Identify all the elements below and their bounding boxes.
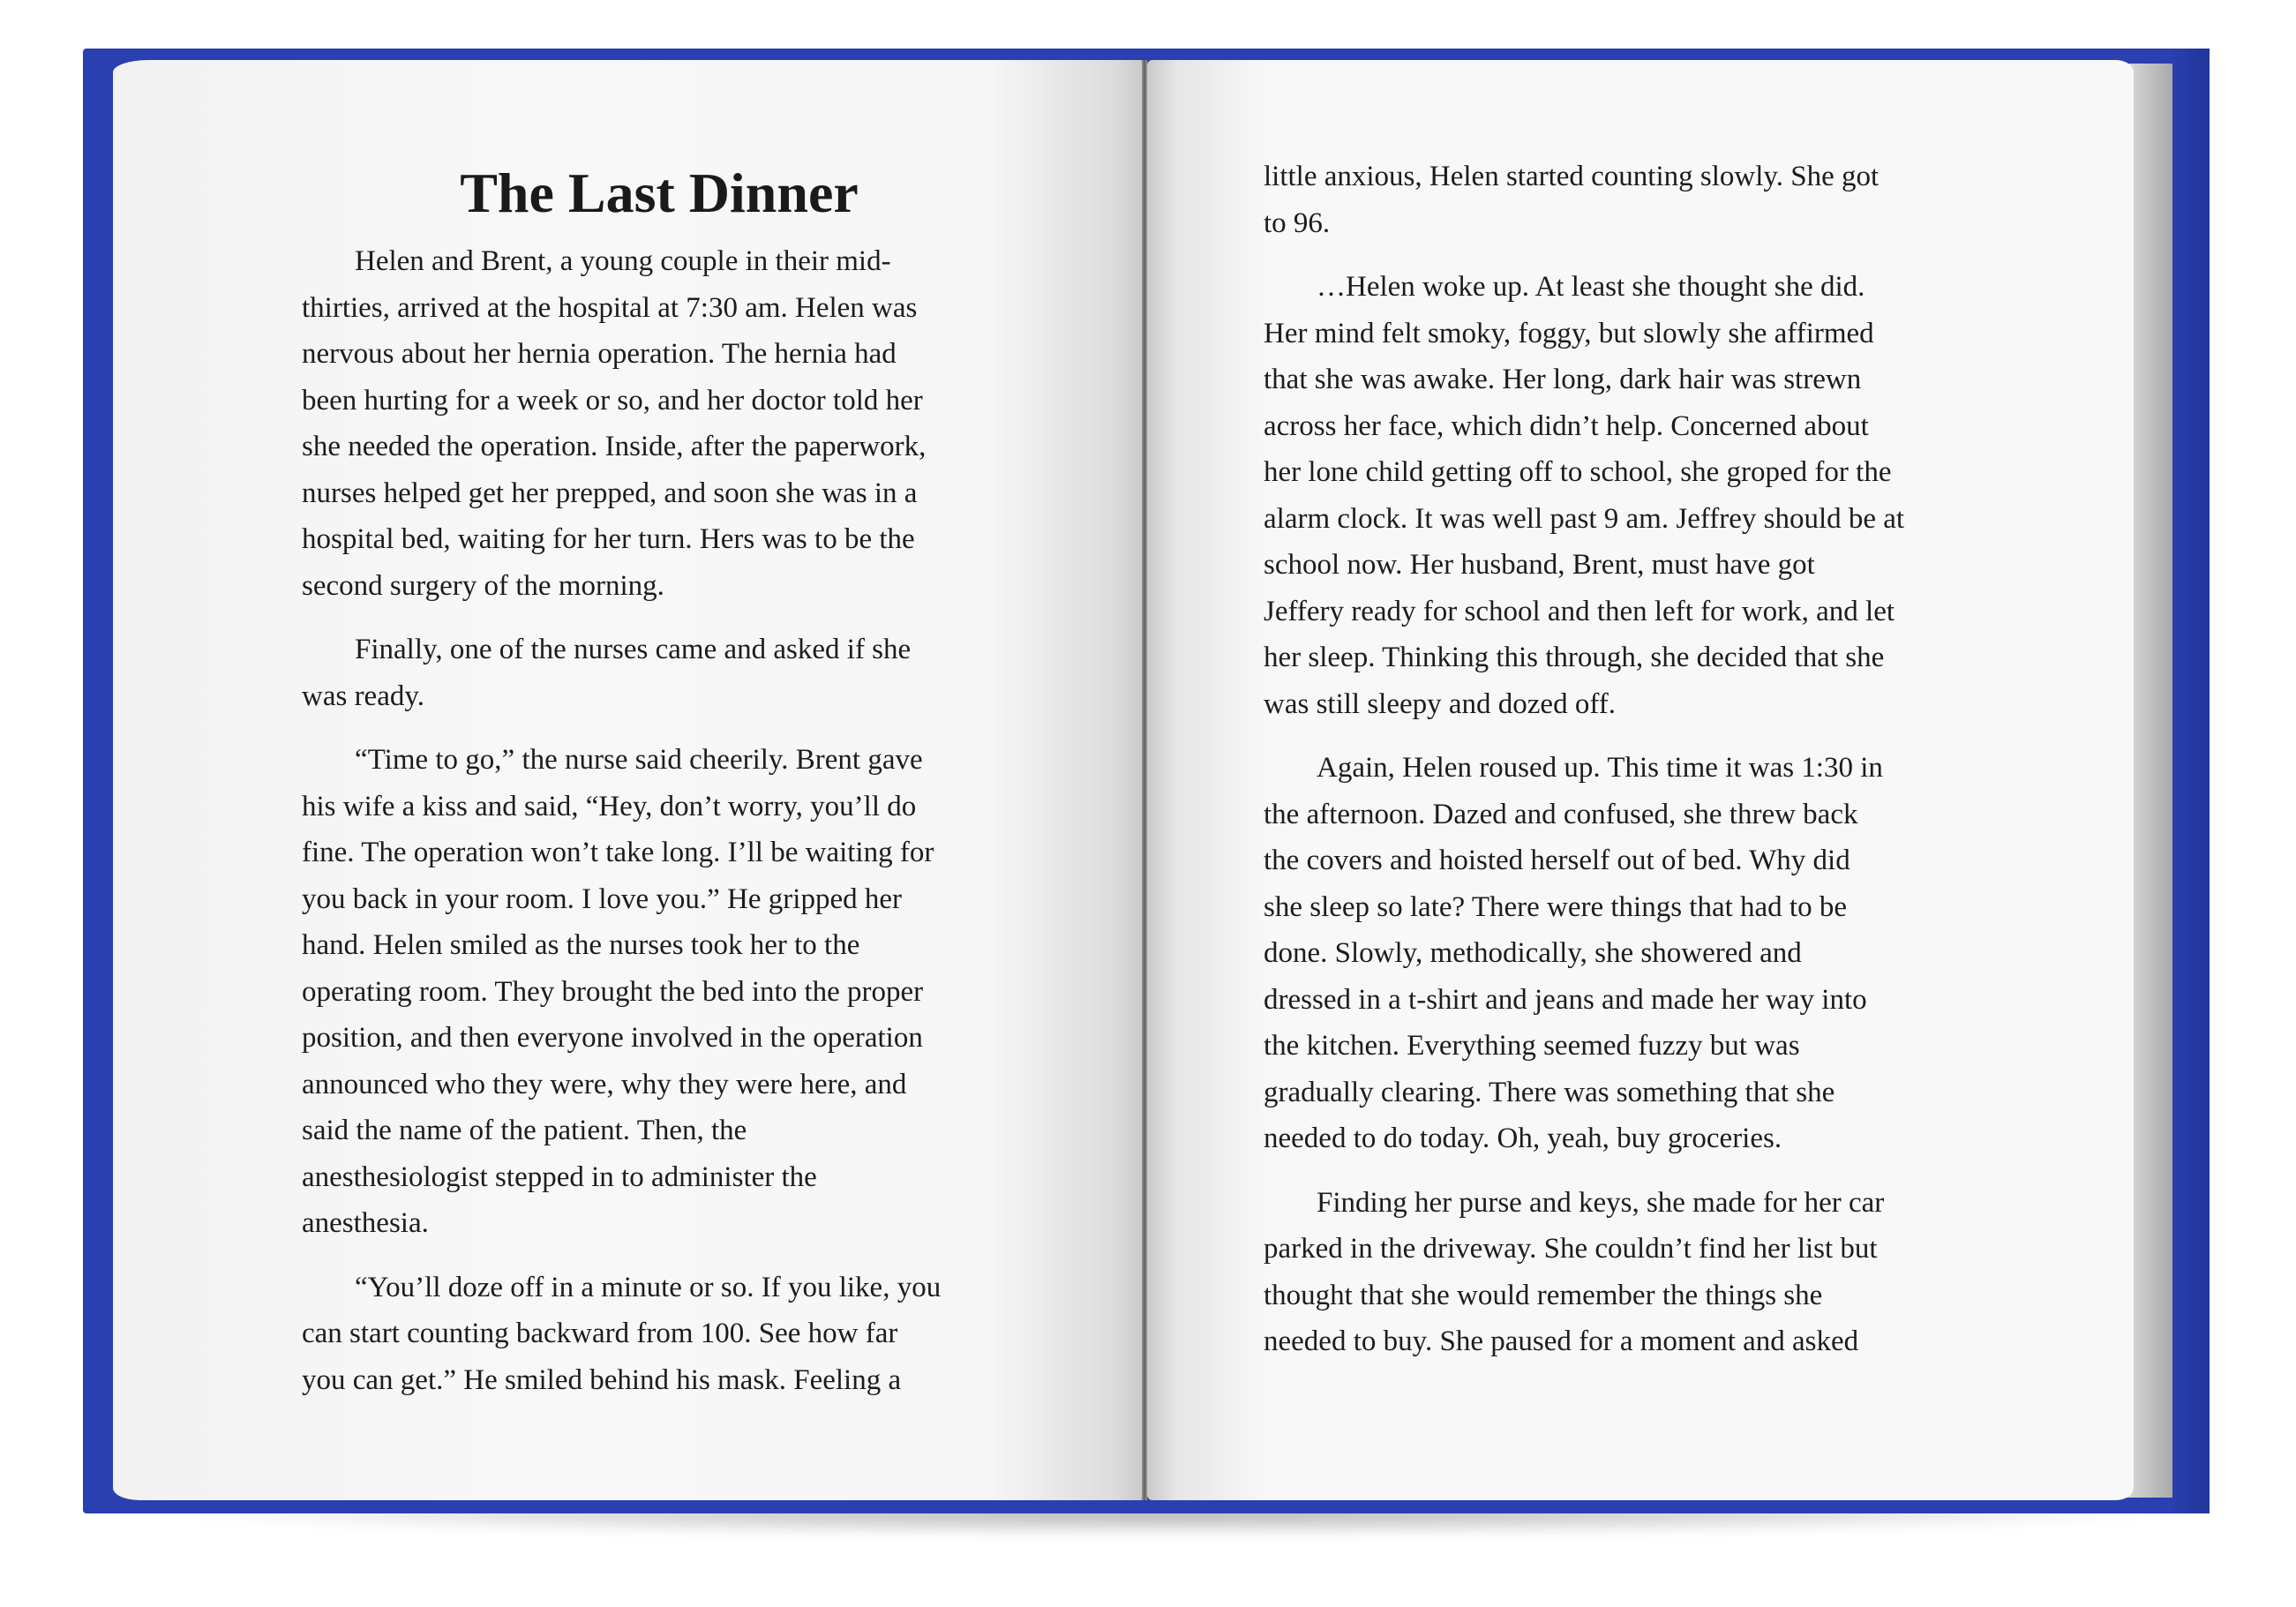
- text-line: was still sleepy and dozed off.: [1264, 687, 1616, 720]
- right-page-text: [1264, 154, 1996, 1383]
- text-line: Finally, one of the nurses came and asked if she: [355, 634, 912, 665]
- text-line: that she was awake. Her long, dark hair was strewn: [1264, 364, 1862, 395]
- book-spine: [1142, 60, 1147, 1500]
- paragraph: [302, 1265, 1025, 1404]
- text-line: parked in the driveway. She couldn’t find her list but: [1264, 1233, 1878, 1265]
- text-line: nervous about her hernia operation. The hernia had: [302, 338, 897, 370]
- chapter-title: The Last Dinner: [460, 161, 859, 224]
- text-line: “You’ll doze off in a minute or so. If you like, you: [355, 1271, 942, 1303]
- paragraph: [1264, 745, 1996, 1162]
- text-line: her sleep. Thinking this through, she decided that she: [1264, 642, 1885, 673]
- text-line: said the name of the patient. Then, the: [302, 1115, 747, 1146]
- text-line: to 96.: [1264, 207, 1331, 239]
- text-line: anesthesiologist stepped in to administer the: [302, 1160, 817, 1193]
- text-line: needed to buy. She paused for a moment and asked: [1264, 1325, 1859, 1357]
- text-line: thought that she would remember the things she: [1264, 1279, 1823, 1311]
- text-line: position, and then everyone involved in the operation: [302, 1022, 923, 1054]
- text-line: she needed the operation. Inside, after the paperwork,: [302, 431, 927, 462]
- text-line: nurses helped get her prepped, and soon she was in a: [302, 477, 918, 509]
- text-line: been hurting for a week or so, and her doctor told her: [302, 384, 923, 417]
- text-line: …Helen woke up. At least she thought she did.: [1317, 271, 1865, 303]
- text-line: the afternoon. Dazed and confused, she threw back: [1264, 798, 1858, 830]
- text-line: Helen and Brent, a young couple in their mid-: [355, 245, 891, 277]
- right-page-paragraphs: [1264, 154, 1996, 1365]
- text-line: the kitchen. Everything seemed fuzzy but was: [1264, 1030, 1800, 1062]
- text-line: you back in your room. I love you.” He gripped her: [302, 882, 902, 915]
- text-line: across her face, which didn’t help. Concerned about: [1264, 409, 1869, 442]
- paragraph: [1264, 1180, 1996, 1365]
- text-line: his wife a kiss and said, “Hey, don’t worry, you’ll do: [302, 790, 917, 822]
- text-line: “Time to go,” the nurse said cheerily. Brent gave: [355, 744, 923, 776]
- text-line: second surgery of the morning.: [302, 569, 664, 602]
- cover-edge: [2171, 49, 2210, 1513]
- text-line: you can get.” He smiled behind his mask. Feeling a: [302, 1363, 902, 1396]
- text-line: dressed in a t-shirt and jeans and made her way into: [1264, 983, 1867, 1016]
- text-line: Her mind felt smoky, foggy, but slowly she affirmed: [1264, 317, 1874, 349]
- paragraph: [302, 238, 1025, 609]
- text-line: gradually clearing. There was something that she: [1264, 1076, 1835, 1108]
- text-line: she sleep so late? There were things that had to be: [1264, 890, 1847, 923]
- text-line: Finding her purse and keys, she made for her car: [1317, 1186, 1885, 1219]
- paragraph: [302, 737, 1025, 1247]
- text-line: needed to do today. Oh, yeah, buy groceries.: [1264, 1123, 1782, 1154]
- paragraph: [302, 627, 1025, 719]
- text-line: Again, Helen roused up. This time it was 1:30 in: [1317, 752, 1883, 784]
- text-line: operating room. They brought the bed into the proper: [302, 975, 924, 1008]
- text-line: was ready.: [302, 680, 424, 712]
- text-line: hospital bed, waiting for her turn. Hers was to be the: [302, 523, 915, 555]
- paragraph: [1264, 264, 1996, 727]
- text-line: hand. Helen smiled as the nurses took her to the: [302, 929, 860, 961]
- text-line: Jeffery ready for school and then left for work, and let: [1264, 595, 1895, 627]
- left-page-text: [302, 154, 1025, 1421]
- paragraph: [1264, 154, 1996, 246]
- text-line: anesthesia.: [302, 1207, 429, 1239]
- left-page-paragraphs: [302, 238, 1025, 1403]
- text-line: thirties, arrived at the hospital at 7:30 am. Helen was: [302, 291, 918, 324]
- text-line: done. Slowly, methodically, she showered and: [1264, 937, 1802, 969]
- text-line: little anxious, Helen started counting slowly. She got: [1264, 161, 1880, 192]
- text-line: can start counting backward from 100. See how far: [302, 1318, 898, 1349]
- text-line: fine. The operation won’t take long. I’ll be waiting for: [302, 837, 934, 868]
- text-line: alarm clock. It was well past 9 am. Jeffrey should be at: [1264, 502, 1905, 535]
- text-line: the covers and hoisted herself out of bed. Why did: [1264, 845, 1850, 876]
- text-line: her lone child getting off to school, she groped for the: [1264, 456, 1892, 488]
- text-line: announced who they were, why they were here, and: [302, 1068, 907, 1100]
- text-line: school now. Her husband, Brent, must have got: [1264, 549, 1815, 581]
